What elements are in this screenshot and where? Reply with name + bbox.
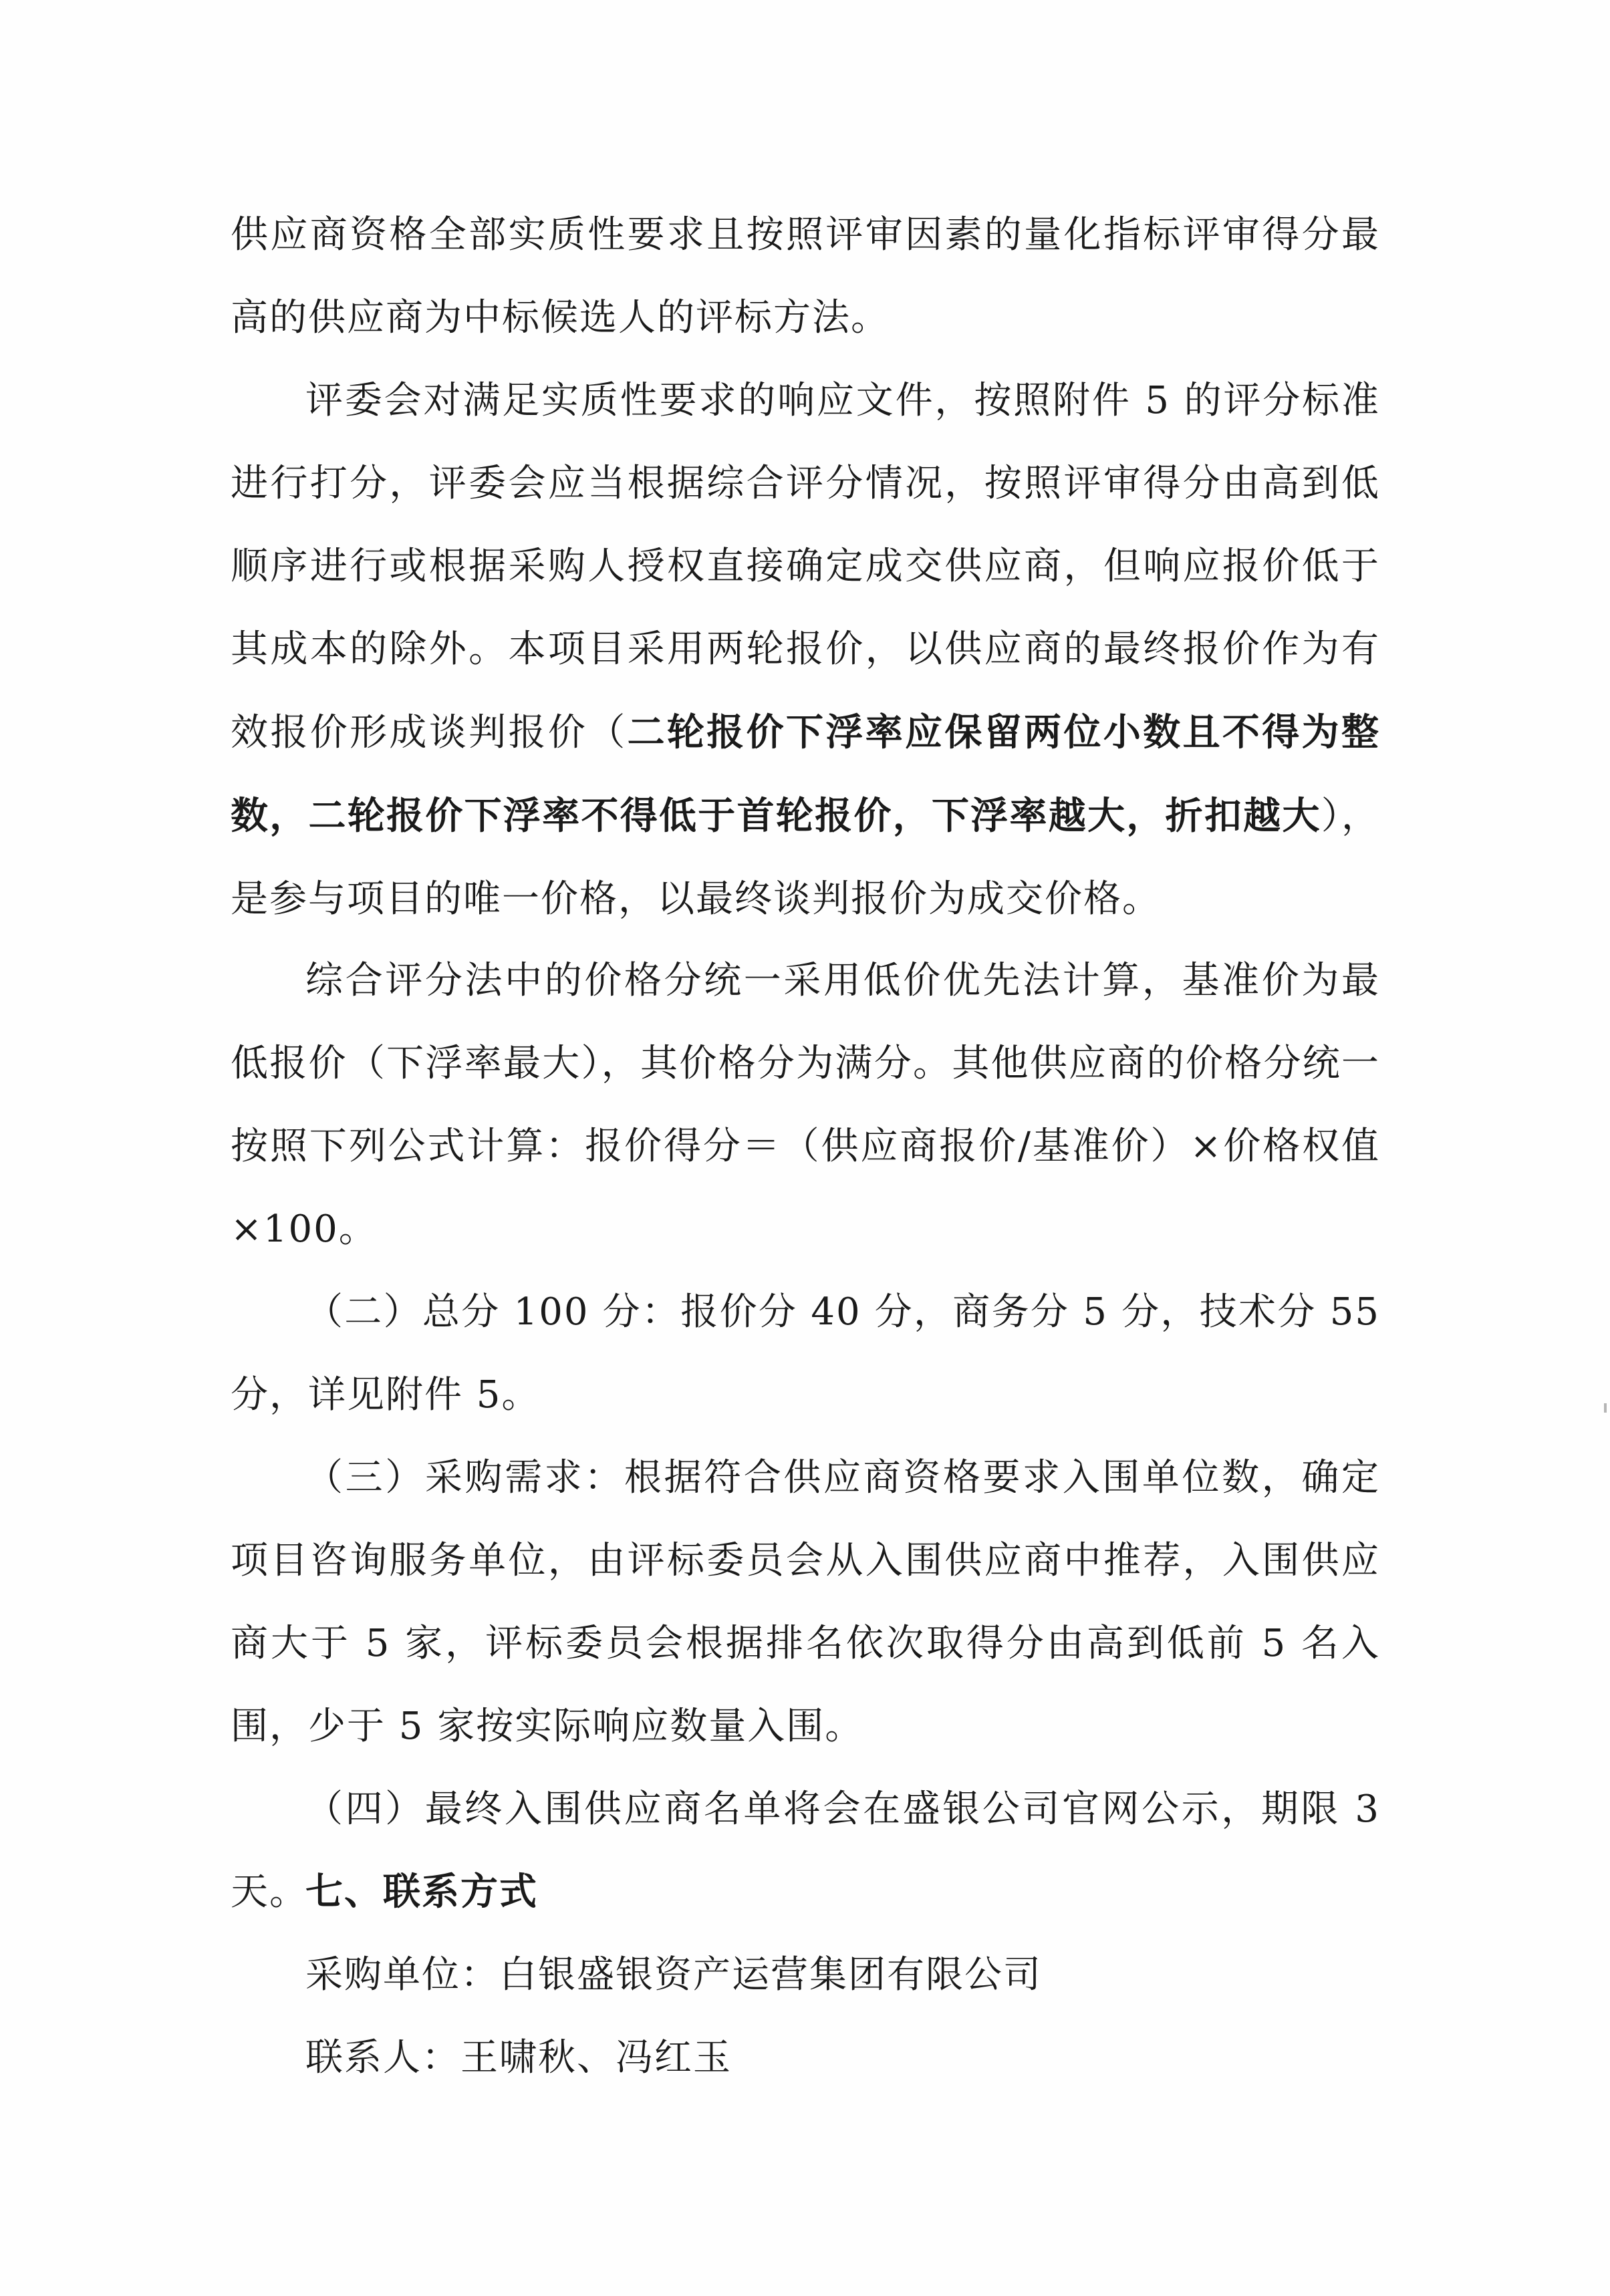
paragraph-text: （二）总分 100 分：报价分 40 分，商务分 5 分，技术分 55 分，详见附件 5。 (231, 1290, 1380, 1417)
paragraph-text: （四）最终入围供应商名单将会在盛银公司官网公示，期限 3 天。 (231, 1787, 1380, 1914)
paragraph-text: （三）采购需求：根据符合供应商资格要求入围单位数，确定项目咨询服务单位，由评标委员会从入围供应商中推荐，入围供应商大于 5 家，评标委员会根据排名依次取得分由高到低前 5 名入围，少于 5 家按实际响应数量入围。 (231, 1456, 1380, 1748)
paragraph-text: 评委会对满足实质性要求的响应文件，按照附件 5 的评分标准进行打分，评委会应当根据综合评分情况，按照评审得分由高到低顺序进行或根据采购人授权直接确定成交供应商，但响应报价低于其成本的除外。本项目采用两轮报价，以供应商的最终报价作为有效报价形成谈判报价（ (231, 379, 1380, 754)
heading-text: 七、联系方式 (305, 1870, 538, 1914)
paragraph-price-score-formula (231, 940, 1380, 1271)
paragraph-scoring-procedure (231, 360, 1380, 941)
scan-speck (1604, 1403, 1607, 1413)
paragraph-text: ），是参与项目的唯一价格，以最终谈判报价为成交价格。 (231, 795, 1381, 921)
paragraph-total-score (231, 1271, 1380, 1437)
paragraph-procurement-demand (231, 1437, 1380, 1768)
contact-person (231, 2017, 1380, 2100)
paragraph-text: 供应商资格全部实质性要求且按照评审因素的量化指标评审得分最高的供应商为中标候选人的评标方法。 (231, 213, 1380, 339)
section-heading-contact (231, 1851, 1380, 1934)
paragraph-evaluation-method-end (231, 194, 1380, 360)
paragraph-text: 综合评分法中的价格分统一采用低价优先法计算，基准价为最低报价（下浮率最大），其价格分为满分。其他供应商的价格分统一按照下列公式计算：报价得分＝（供应商报价/基准价）×价格权值×100。 (231, 959, 1380, 1251)
contact-person-text: 联系人：王啸秋、冯红玉 (305, 2036, 732, 2079)
contact-procurement-unit (231, 1934, 1380, 2017)
bold-requirement-text: 二轮报价下浮率应保留两位小数且不得为整数，二轮报价下浮率不得低于首轮报价，下浮率越大，折扣越大 (231, 710, 1381, 838)
contact-unit-text: 采购单位：白银盛银资产运营集团有限公司 (305, 1953, 1042, 1997)
